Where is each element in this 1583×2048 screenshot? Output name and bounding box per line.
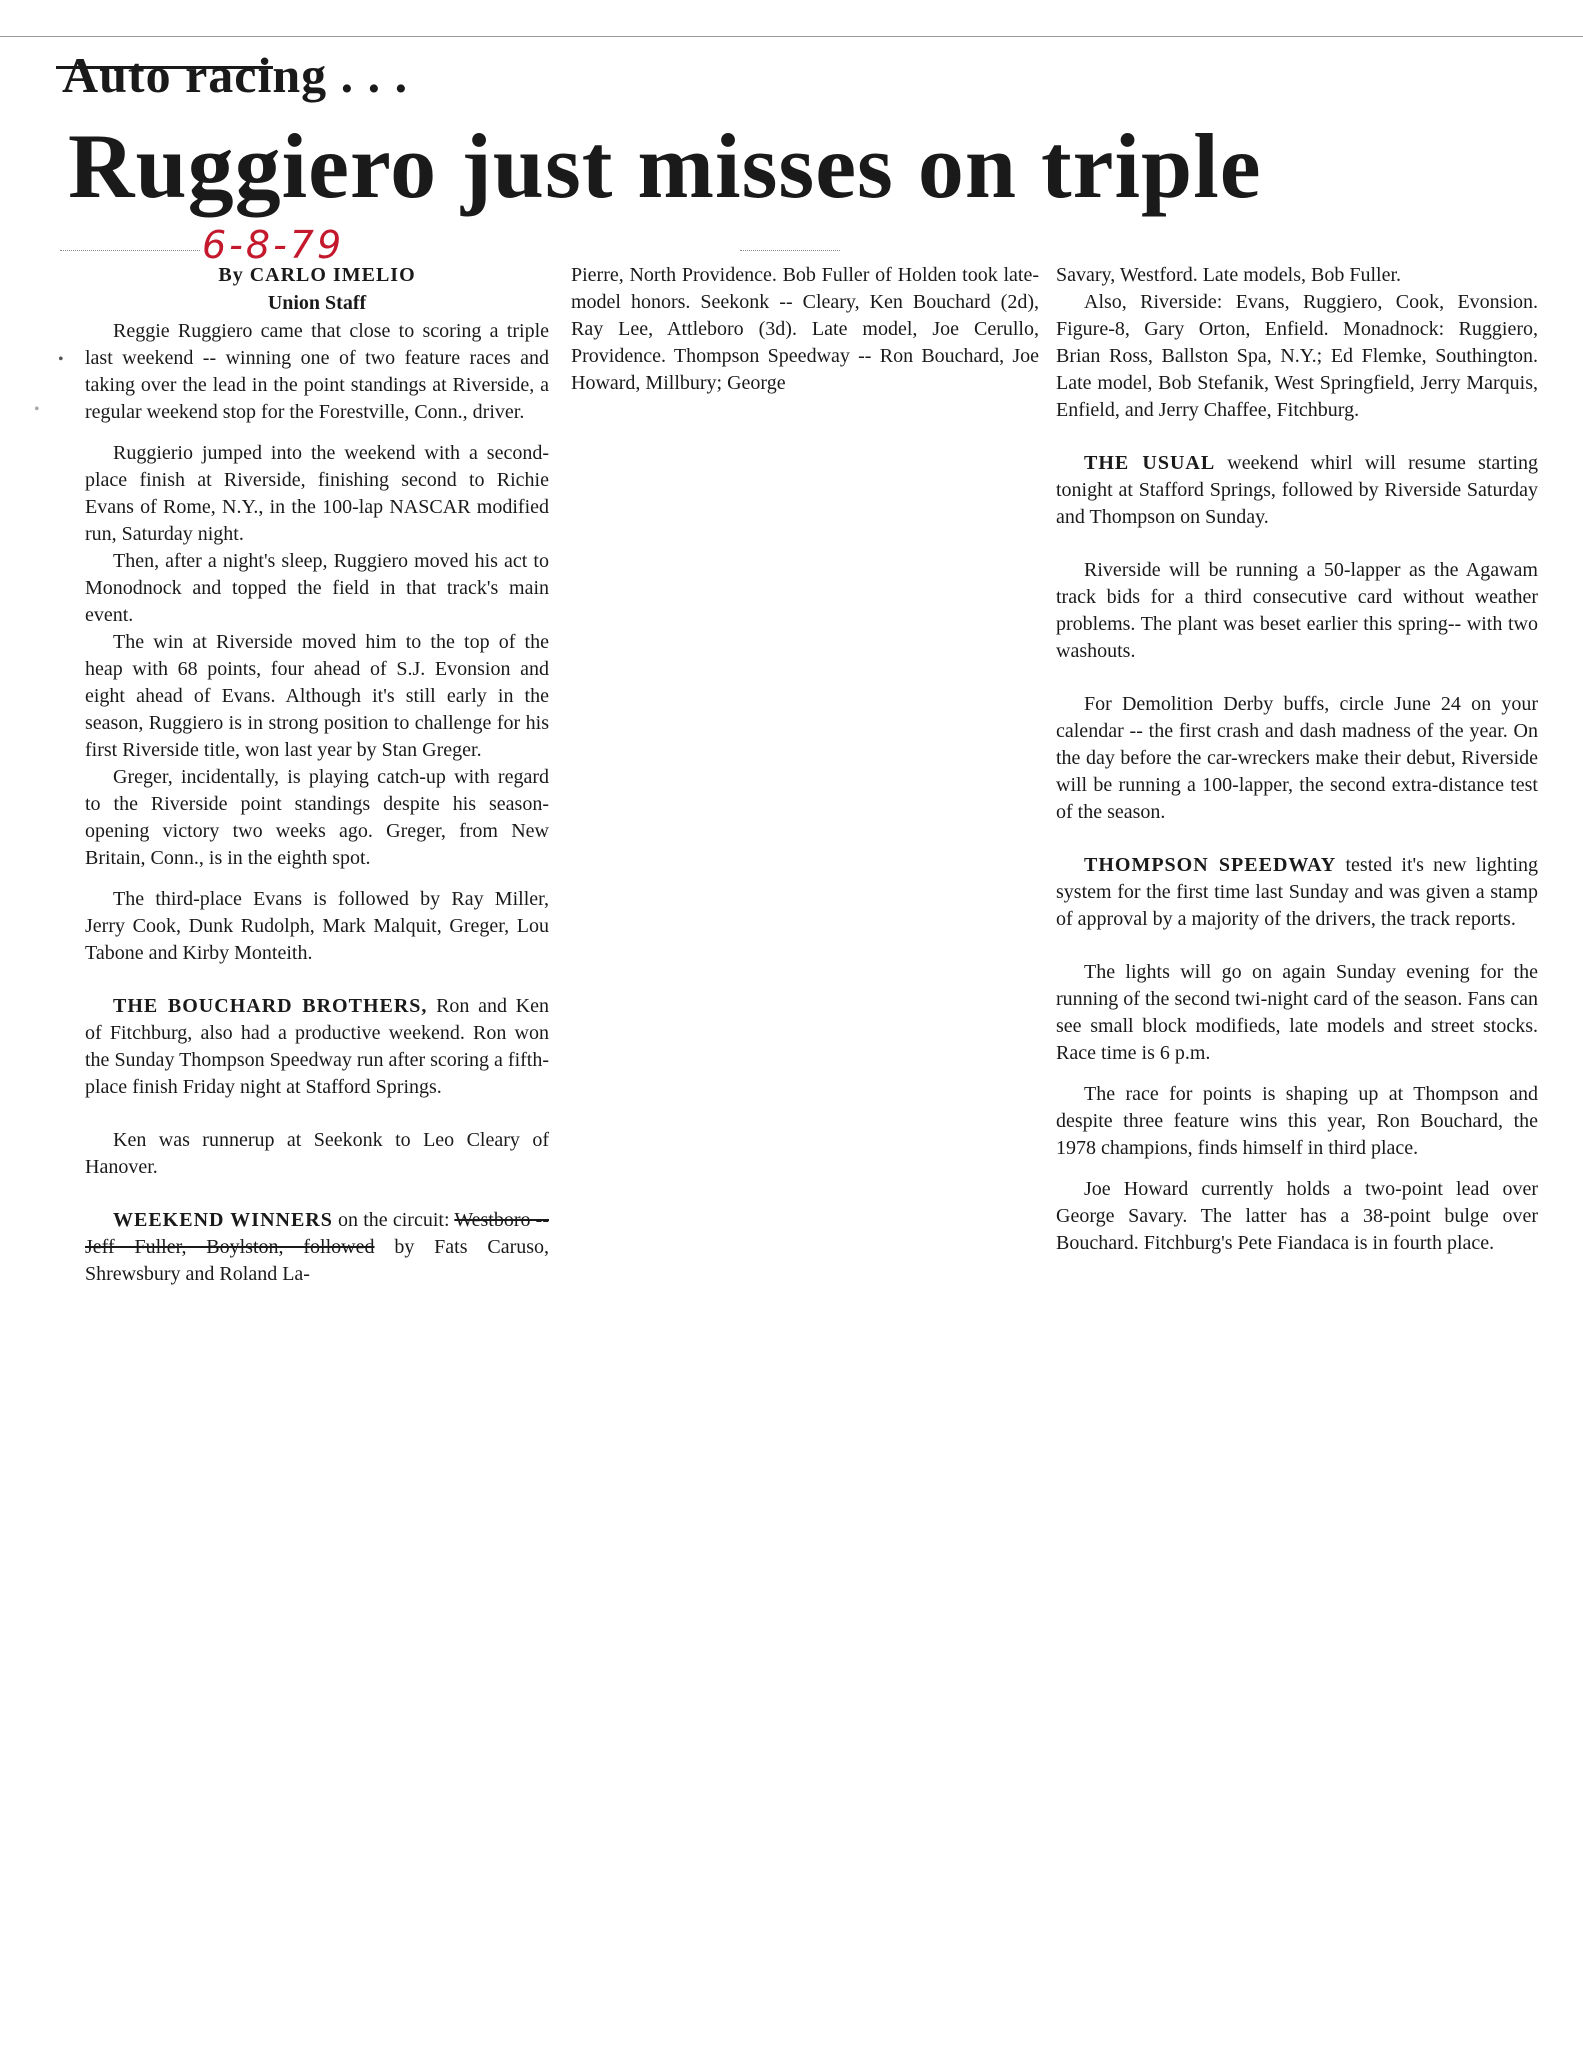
article-column-3 (1056, 262, 1538, 1257)
paragraph-text: by Fats Caruso, Shrewsbury and Roland La- (85, 1236, 550, 1285)
paragraph: The win at Riverside moved him to the top of the heap with 68 points, four ahead of S.J. Evonsion and eight ahead of Evans. Although it's still early in the season, Ruggiero is in strong position to challenge for his first Riverside title, won last year by Stan Greger. (85, 631, 549, 761)
paragraph: Riverside will be running a 50-lapper as the Agawam track bids for a third consecutive card without weather problems. The plant was beset earlier this spring-- with two washouts. (1056, 559, 1538, 662)
paragraph-text: weekend whirl will resume starting tonight at Stafford Springs, followed by Riverside Saturday and Thompson on Sunday. (1056, 452, 1538, 528)
paragraph (85, 1207, 549, 1288)
paragraph: Also, Riverside: Evans, Ruggiero, Cook, Evonsion. Figure-8, Gary Orton, Enfield. Monadnock: Ruggiero, Brian Ross, Ballston Spa, N.Y.; Ed Flemke, Southington. Late model, Bob Stefanik, West Springfield, Jerry Marquis, Enfield, and Jerry Chaffee, Fitchburg. (1056, 291, 1538, 421)
paragraph: Ken was runnerup at Seekonk to Leo Cleary of Hanover. (85, 1129, 549, 1178)
paragraph-text: on the circuit: (332, 1209, 455, 1231)
staff-line: Union Staff (267, 292, 367, 314)
headline: Ruggiero just misses on triple (68, 115, 1262, 217)
paragraph: Greger, incidentally, is playing catch-up with regard to the Riverside point standings despite his season-opening victory two weeks ago. Greger, from New Britain, Conn., is in the eighth spot. (85, 766, 549, 869)
paragraph-lead-in: THOMPSON SPEEDWAY (1084, 854, 1337, 876)
paragraph: The third-place Evans is followed by Ray Miller, Jerry Cook, Dunk Rudolph, Mark Malquit, Greger, Lou Tabone and Kirby Monteith. (85, 888, 549, 964)
paragraph: Pierre, North Providence. Bob Fuller of Holden took late-model honors. Seekonk -- Cleary, Ken Bouchard (2d), Ray Lee, Attleboro (3d). Late model, Joe Cerullo, Providence. Thompson Speedway -- Ron Bouchard, Joe Howard, Millbury; George (571, 264, 1039, 394)
paragraph (1056, 450, 1538, 531)
paragraph-text: tested it's new lighting system for the first time last Sunday and was given a stamp of approval by a majority of the drivers, the track reports. (1056, 854, 1538, 930)
dotted-divider-left (60, 250, 200, 251)
paragraph-text: Ron and Ken of Fitchburg, also had a productive weekend. Ron won the Sunday Thompson Speedway run after scoring a fifth-place finish Friday night at Stafford Springs. (85, 995, 549, 1098)
article-column-2 (571, 262, 1039, 397)
byline: By CARLO IMELIO (218, 264, 416, 286)
paragraph: For Demolition Derby buffs, circle June 24 on your calendar -- the first crash and dash madness of the year. On the day before the car-wreckers make their debut, Riverside will be running a 100-lapper, the second extra-distance test of the season. (1056, 693, 1538, 823)
struck-text: Westboro -- Jeff Fuller, Boylston, followed (85, 1209, 549, 1258)
paragraph: Savary, Westford. Late models, Bob Fuller. (1056, 264, 1401, 286)
article-column-1 (85, 262, 549, 1288)
paragraph: The lights will go on again Sunday evening for the running of the second twi-night card of the season. Fans can see small block modifieds, late models and street stocks. Race time is 6 p.m. (1056, 961, 1538, 1064)
paragraph: The race for points is shaping up at Thompson and despite three feature wins this year, Ron Bouchard, the 1978 champions, finds himself in third place. (1056, 1083, 1538, 1159)
paragraph: Then, after a night's sleep, Ruggiero moved his act to Monodnock and topped the field in that track's main event. (85, 550, 549, 626)
paragraph-lead-in: THE BOUCHARD BROTHERS, (113, 995, 428, 1017)
paragraph: Reggie Ruggiero came that close to scoring a triple last weekend -- winning one of two feature races and taking over the lead in the point standings at Riverside, a regular weekend stop for the Forestville, Conn., driver. (85, 320, 549, 423)
paragraph: Joe Howard currently holds a two-point lead over George Savary. The latter has a 38-point bulge over Bouchard. Fitchburg's Pete Fiandaca is in fourth place. (1056, 1178, 1538, 1254)
paragraph (85, 993, 549, 1101)
margin-mark: • (58, 351, 64, 368)
paragraph (1056, 852, 1538, 933)
paragraph-lead-in: THE USUAL (1084, 452, 1216, 474)
paragraph-lead-in: WEEKEND WINNERS (113, 1209, 333, 1231)
handwritten-date-stamp: 6-8-79 (202, 223, 345, 267)
dotted-divider-mid (740, 250, 840, 251)
margin-mark: • (34, 401, 40, 418)
section-kicker: Auto racing . . . (62, 47, 409, 103)
paragraph: Ruggierio jumped into the weekend with a second-place finish at Riverside, finishing second to Richie Evans of Rome, N.Y., in the 100-lap NASCAR modified run, Saturday night. (85, 442, 549, 545)
top-rule (0, 36, 1583, 37)
